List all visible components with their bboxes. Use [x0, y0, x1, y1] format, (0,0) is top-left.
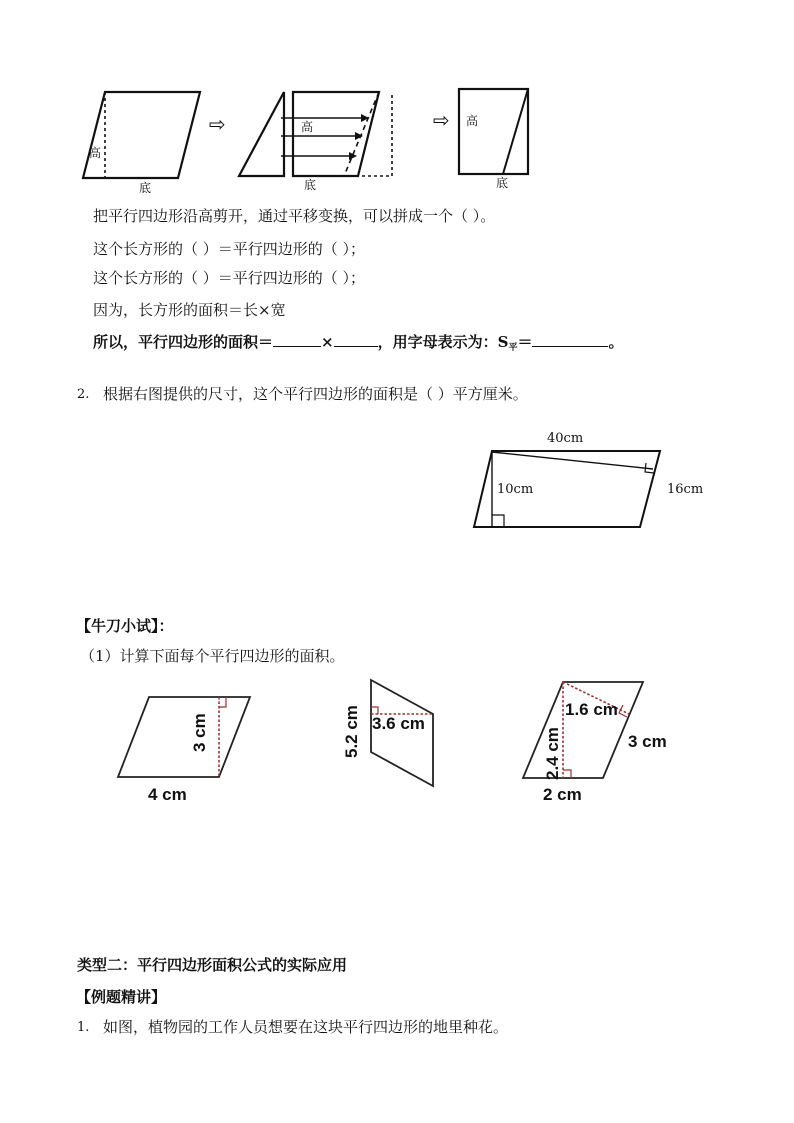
arrow-right-icon: ⇨: [433, 108, 450, 132]
p1-base-label: 4 cm: [148, 785, 187, 804]
p2-height-label: 3.6 cm: [372, 714, 425, 733]
p2-side-label: 5.2 cm: [342, 705, 361, 758]
p1-height-label: 3 cm: [190, 713, 209, 752]
practice-figure-3: [515, 676, 650, 786]
q2-side-label: 16cm: [667, 482, 704, 497]
figure-parallelogram-original: [78, 86, 208, 194]
figure1-height-label: 高: [89, 146, 102, 160]
derivation-line-2: 这个长方形的（ ）＝平行四边形的（ ）；: [93, 240, 366, 258]
p3-left-label: 2.4 cm: [543, 727, 562, 780]
q2-height-label: 10cm: [497, 482, 534, 497]
p3-side-label: 3 cm: [628, 732, 667, 751]
type2-heading: 类型二：平行四边形面积公式的实际应用: [77, 956, 348, 974]
type2-q1-number: 1.: [77, 1020, 90, 1035]
figure2-base-label: 底: [304, 178, 317, 192]
type2-q1-text: 如图，植物园的工作人员想要在这块平行四边形的地里种花。: [103, 1018, 509, 1036]
type2-subheading: 【例题精讲】: [76, 988, 167, 1006]
figure-cut-and-translate: [235, 84, 400, 192]
formula-blank-2: [334, 332, 378, 347]
practice-heading: 【牛刀小试】：: [76, 617, 174, 635]
derivation-line-1: 把平行四边形沿高剪开，通过平移变换，可以拼成一个（ ）。: [93, 207, 496, 225]
p3-height-label: 1.6 cm: [565, 700, 618, 719]
figure2-height-label: 高: [301, 120, 314, 134]
q2-number: 2.: [77, 387, 90, 402]
practice-figure-1: [112, 690, 257, 785]
derivation-line-5: 所以，平行四边形的面积＝ × ，用字母表示为：$S_平=$ 。: [93, 333, 624, 353]
formula-blank-3: [532, 332, 608, 347]
derivation-line-3: 这个长方形的（ ）＝平行四边形的（ ）；: [93, 269, 366, 287]
p3-base-label: 2 cm: [543, 785, 582, 804]
practice-item: （1）计算下面每个平行四边形的面积。: [80, 647, 345, 665]
derivation-line-4: 因为，长方形的面积＝长×宽: [93, 301, 286, 319]
arrow-right-icon: ⇨: [209, 112, 226, 136]
q2-text: 根据右图提供的尺寸，这个平行四边形的面积是（ ）平方厘米。: [103, 385, 528, 403]
figure3-height-label: 高: [466, 114, 479, 128]
figure1-base-label: 底: [139, 181, 152, 195]
figure3-base-label: 底: [496, 176, 509, 190]
figure-rectangle-result: [455, 84, 535, 179]
q2-top-label: 40cm: [547, 431, 584, 446]
formula-blank-1: [273, 333, 321, 351]
